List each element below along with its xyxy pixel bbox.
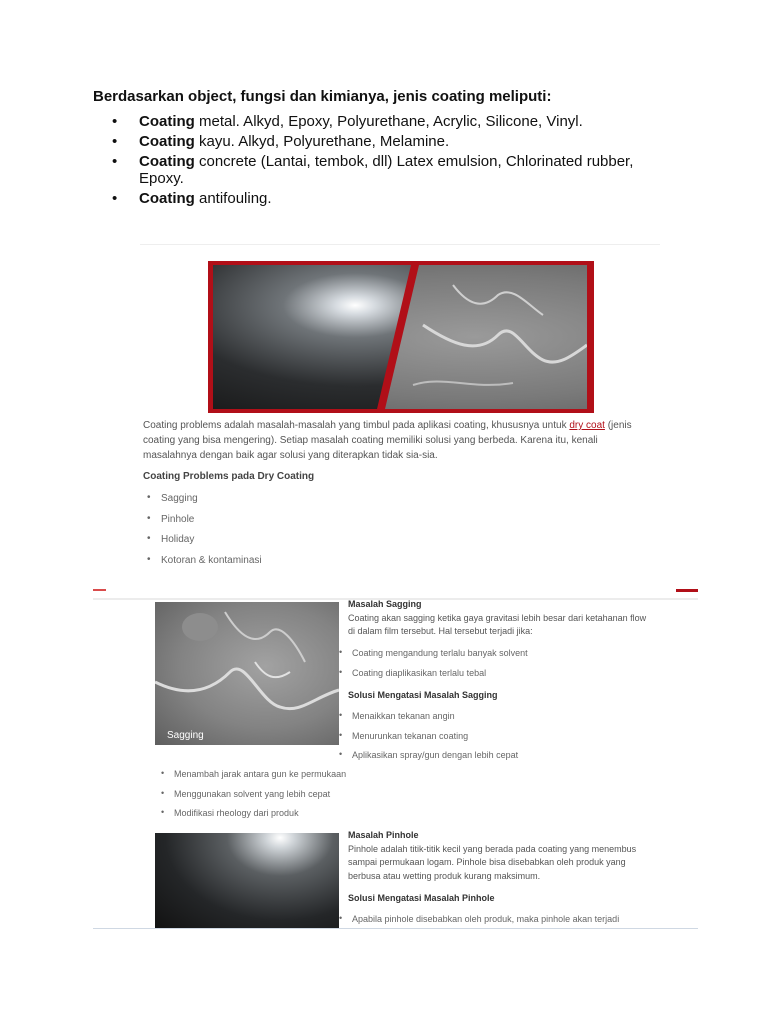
pinhole-section — [348, 829, 648, 883]
item-text: antifouling. — [194, 190, 272, 207]
item-bold: Coating — [139, 133, 195, 150]
sagging-image — [155, 602, 339, 745]
sagging-solutions-left — [161, 769, 346, 828]
sagging-solution-title: Solusi Mengatasi Masalah Sagging — [348, 690, 498, 700]
coating-types-list — [112, 113, 672, 210]
list-item: • Menambah jarak antara gun ke permukaan — [161, 769, 346, 789]
item-bold: Coating — [139, 113, 195, 130]
image-caption: Sagging — [167, 730, 204, 741]
pinhole-description: Pinhole adalah titik-titik kecil yang berada pada coating yang menembus sampai permukaan logam. Pinhole bisa disebabkan oleh produk yang berbusa atau wetting produk kurang maksimum. — [348, 843, 637, 881]
list-item: • Modifikasi rheology dari produk — [161, 808, 346, 828]
dry-coat-link[interactable]: dry coat — [569, 420, 605, 431]
list-item — [112, 133, 672, 150]
sagging-causes — [339, 648, 528, 687]
intro-paragraph — [143, 418, 653, 463]
divider — [93, 928, 698, 929]
intro-text-cont: (jenis coating yang bisa mengering). Setiap masalah coating memiliki solusi yang berbeda. Karena itu, kenali masalahnya dengan baik agar solusi yang diterapkan tidak sia-sia. — [143, 420, 632, 461]
list-item: • Menggunakan solvent yang lebih cepat — [161, 789, 346, 809]
problems-list — [147, 493, 262, 575]
hero-image — [208, 261, 594, 413]
list-item: • Sagging — [147, 493, 262, 514]
list-item — [112, 190, 672, 207]
accent-mark — [676, 589, 698, 592]
list-item: • Apabila pinhole disebabkan oleh produk, maka pinhole akan terjadi — [339, 914, 619, 934]
page-heading: Berdasarkan object, fungsi dan kimianya, jenis coating meliputi: — [93, 88, 552, 105]
item-text: concrete (Lantai, tembok, dll) Latex emulsion, Chlorinated rubber, Epoxy. — [139, 153, 634, 187]
list-item: • Menurunkan tekanan coating — [339, 731, 518, 751]
list-item: • Kotoran & kontaminasi — [147, 555, 262, 576]
accent-mark — [93, 589, 106, 591]
sag-texture — [155, 602, 339, 745]
list-item: • Menaikkan tekanan angin — [339, 711, 518, 731]
item-text: metal. Alkyd, Epoxy, Polyurethane, Acrylic, Silicone, Vinyl. — [194, 113, 583, 130]
intro-text: Coating problems adalah masalah-masalah yang timbul pada aplikasi coating, khususnya untuk — [143, 420, 570, 431]
list-item: • Coating mengandung terlalu banyak solvent — [339, 648, 528, 668]
pinhole-image — [155, 833, 339, 928]
pinhole-title: Masalah Pinhole — [348, 830, 419, 840]
list-item — [112, 113, 672, 130]
problems-heading: Coating Problems pada Dry Coating — [143, 471, 315, 482]
item-text: kayu. Alkyd, Polyurethane, Melamine. — [194, 133, 450, 150]
pinhole-solution-title: Solusi Mengatasi Masalah Pinhole — [348, 893, 495, 903]
hero-image-content — [213, 265, 587, 409]
pinhole-solutions — [339, 914, 619, 934]
sagging-title: Masalah Sagging — [348, 599, 422, 609]
list-item — [112, 153, 672, 187]
list-item: • Coating diaplikasikan terlalu tebal — [339, 668, 528, 688]
sagging-solutions-right — [339, 711, 518, 770]
sagging-section — [348, 598, 648, 639]
list-item: • Aplikasikan spray/gun dengan lebih cepat — [339, 750, 518, 770]
list-item: • Pinhole — [147, 514, 262, 535]
item-bold: Coating — [139, 190, 195, 207]
divider — [140, 244, 660, 245]
sagging-description: Coating akan sagging ketika gaya gravitasi lebih besar dari ketahanan flow di dalam film tersebut. Hal tersebut terjadi jika: — [348, 612, 647, 636]
item-bold: Coating — [139, 153, 195, 170]
list-item: • Holiday — [147, 534, 262, 555]
